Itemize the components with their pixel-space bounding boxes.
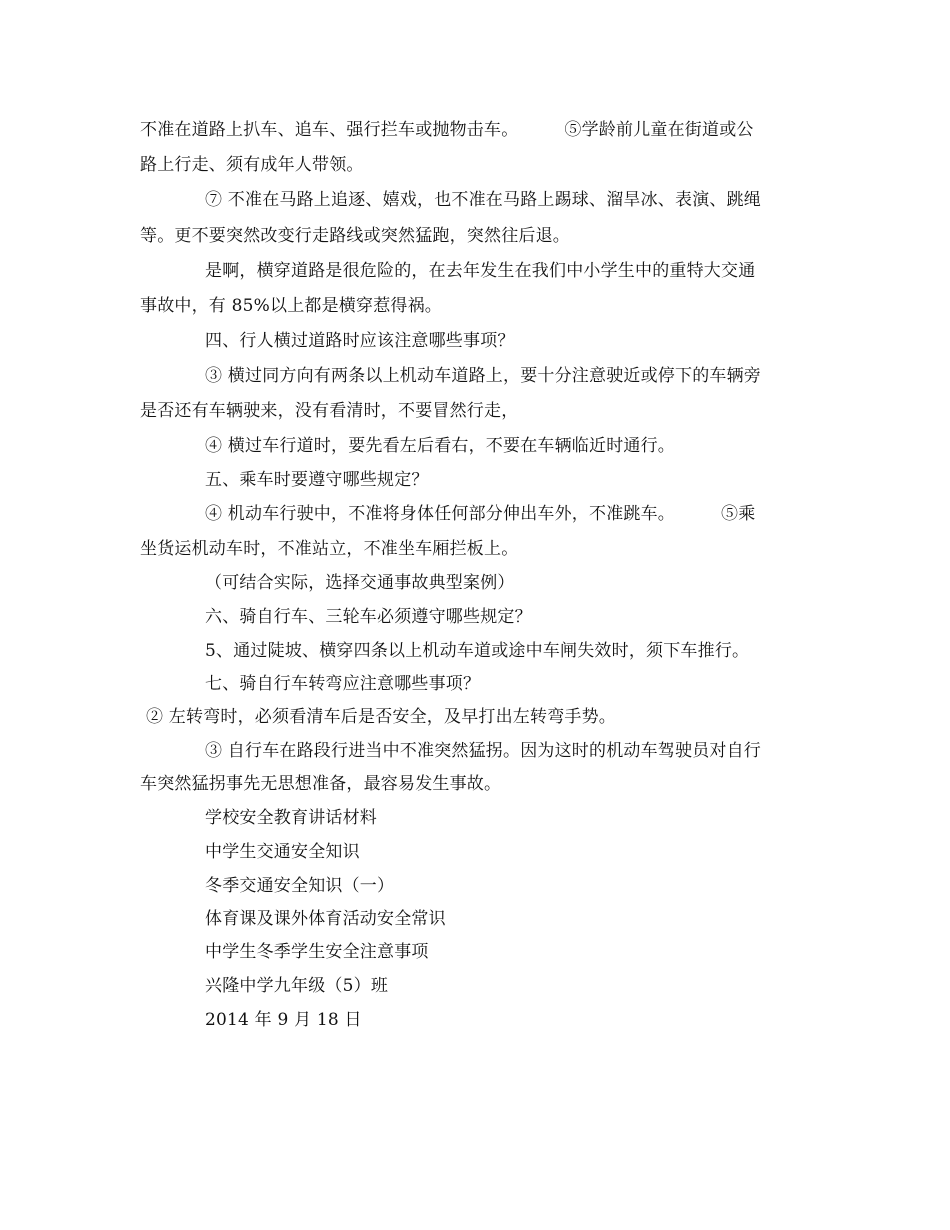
- body-line-18: [146, 706, 616, 728]
- body-text: 路上行走、须有成年人带领。: [140, 155, 364, 175]
- document-date: [205, 1009, 362, 1031]
- heading-text: 六、骑自行车、三轮车必须遵守哪些规定？: [205, 607, 532, 627]
- body-text: （可结合实际，选择交通事故典型案例）: [205, 573, 515, 593]
- body-line-2: [140, 154, 364, 176]
- body-text: 是啊，横穿道路是很危险的，在去年发生在我们中小学生中的重特大交通: [205, 261, 756, 281]
- body-text: 5、通过陡坡、横穿四条以上机动车道或途中车闸失效时，须下车推行。: [205, 641, 750, 661]
- related-text: 中学生冬季学生安全注意事项: [205, 942, 429, 962]
- body-text-continued: ⑤乘: [721, 504, 756, 524]
- body-text: 坐货运机动车时，不准站立，不准坐车厢拦板上。: [140, 539, 519, 559]
- body-text: ④ 机动车行驶中，不准将身体任何部分伸出车外，不准跳车。: [205, 504, 676, 524]
- heading-text: 七、骑自行车转弯应注意哪些事项？: [205, 674, 481, 694]
- body-line-5: [205, 260, 755, 282]
- section-heading-4: [205, 330, 515, 352]
- class-signature: [205, 975, 388, 997]
- section-heading-5: [205, 469, 429, 491]
- body-line-20: [140, 773, 501, 795]
- body-text: 等。更不要突然改变行走路线或突然猛跑，突然往后退。: [140, 226, 570, 246]
- body-text: 不准在道路上扒车、追车、强行拦车或抛物击车。: [140, 120, 519, 140]
- body-line-4: [140, 225, 570, 247]
- body-line-13: [140, 538, 518, 560]
- body-text: 事故中，有 85%以上都是横穿惹得祸。: [140, 296, 442, 316]
- body-line-6: [140, 295, 442, 317]
- body-text: ④ 横过车行道时，要先看左后看右，不要在车辆临近时通行。: [205, 436, 676, 456]
- body-text: 车突然猛拐事先无思想准备，最容易发生事故。: [140, 774, 502, 794]
- related-title-5: [205, 941, 429, 963]
- body-text-continued: ⑤学龄前儿童在街道或公: [564, 120, 754, 140]
- related-title-4: [205, 908, 446, 930]
- related-text: 学校安全教育讲话材料: [205, 808, 377, 828]
- body-text: 是否还有车辆驶来，没有看清时，不要冒然行走，: [140, 401, 519, 421]
- signature-text: 兴隆中学九年级（5）班: [205, 976, 389, 996]
- body-line-16: [205, 640, 749, 662]
- related-text: 体育课及课外体育活动安全常识: [205, 909, 446, 929]
- body-line-3: [205, 189, 761, 211]
- section-heading-6: [205, 606, 532, 628]
- related-title-3: [205, 875, 394, 897]
- heading-text: 四、行人横过道路时应该注意哪些事项？: [205, 331, 515, 351]
- body-line-14: [205, 572, 515, 594]
- body-line-19: [205, 740, 761, 762]
- body-line-8: [205, 365, 761, 387]
- body-line-9: [140, 400, 518, 422]
- body-text: ⑦ 不准在马路上追逐、嬉戏，也不准在马路上踢球、溜旱冰、表演、跳绳: [205, 190, 762, 210]
- body-line-12: [205, 503, 755, 525]
- heading-text: 五、乘车时要遵守哪些规定？: [205, 470, 429, 490]
- related-text: 中学生交通安全知识: [205, 842, 360, 862]
- related-title-2: [205, 841, 360, 863]
- section-heading-7: [205, 673, 480, 695]
- date-text: 2014 年 9 月 18 日: [205, 1010, 362, 1030]
- body-text: ② 左转弯时，必须看清车后是否安全，及早打出左转弯手势。: [146, 707, 617, 727]
- body-text: ③ 横过同方向有两条以上机动车道路上，要十分注意驶近或停下的车辆旁: [205, 366, 762, 386]
- body-text: ③ 自行车在路段行进当中不准突然猛拐。因为这时的机动车驾驶员对自行: [205, 741, 762, 761]
- body-line-1: [140, 119, 754, 141]
- body-line-10: [205, 435, 675, 457]
- related-title-1: [205, 807, 377, 829]
- related-text: 冬季交通安全知识（一）: [205, 876, 395, 896]
